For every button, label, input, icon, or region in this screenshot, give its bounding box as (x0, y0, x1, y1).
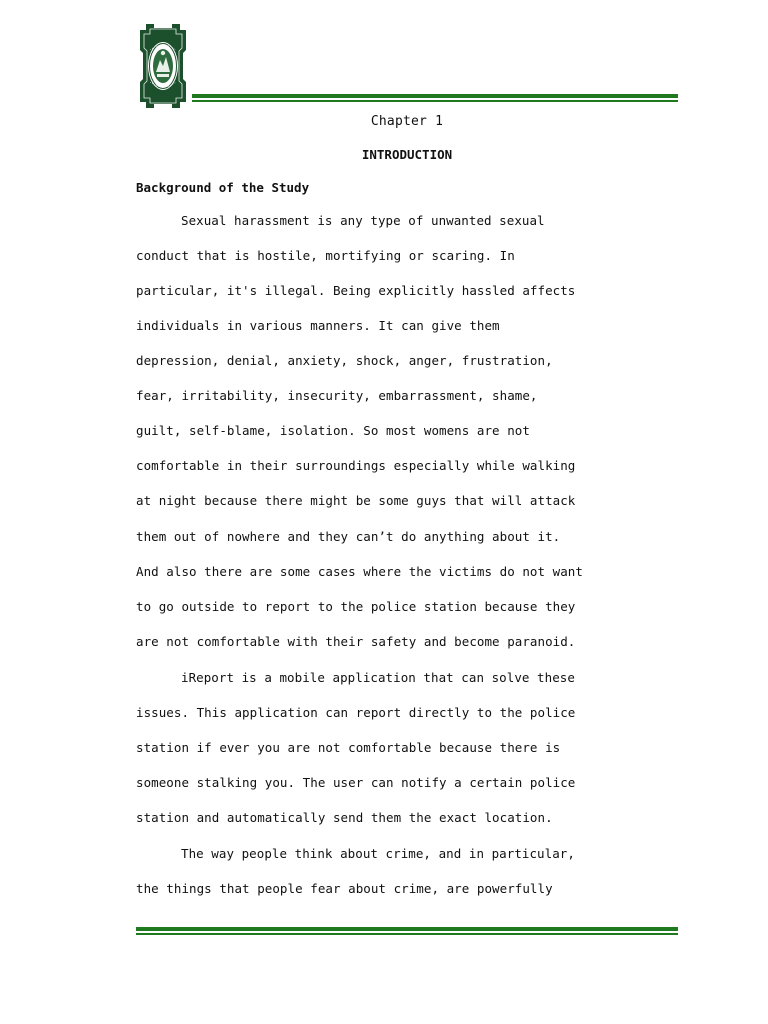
paragraph-line: station if ever you are not comfortable because there is (136, 740, 561, 755)
university-seal-icon (136, 20, 190, 112)
paragraph-line: the things that people fear about crime, are powerfully (136, 881, 553, 896)
section-heading: Background of the Study (136, 180, 310, 195)
header-divider (192, 94, 678, 104)
paragraph-line: them out of nowhere and they can’t do anything about it. (136, 529, 561, 544)
paragraph-line: individuals in various manners. It can give them (136, 318, 500, 333)
paragraph-line: depression, denial, anxiety, shock, anger, frustration, (136, 353, 553, 368)
footer-divider (136, 927, 678, 937)
paragraph-line: to go outside to report to the police station because they (136, 599, 576, 614)
paragraph-line: are not comfortable with their safety and become paranoid. (136, 634, 576, 649)
paragraph-line: guilt, self-blame, isolation. So most womens are not (136, 423, 530, 438)
chapter-label: Chapter 1 (370, 114, 444, 129)
paragraph-line: Sexual harassment is any type of unwanted sexual (181, 213, 545, 228)
paragraph-line: particular, it's illegal. Being explicitly hassled affects (136, 283, 576, 298)
paragraph-line: station and automatically send them the exact location. (136, 810, 553, 825)
paragraph-line: The way people think about crime, and in particular, (181, 846, 575, 861)
paragraph-line: And also there are some cases where the victims do not want (136, 564, 583, 579)
paragraph-line: conduct that is hostile, mortifying or scaring. In (136, 248, 515, 263)
paragraph-line: issues. This application can report directly to the police (136, 705, 576, 720)
paragraph-line: iReport is a mobile application that can solve these (181, 670, 575, 685)
chapter-title: INTRODUCTION (361, 147, 453, 162)
paragraph-line: at night because there might be some guys that will attack (136, 493, 576, 508)
paragraph-line: comfortable in their surroundings especially while walking (136, 458, 576, 473)
paragraph-line: someone stalking you. The user can notify a certain police (136, 775, 576, 790)
paragraph-line: fear, irritability, insecurity, embarrassment, shame, (136, 388, 538, 403)
